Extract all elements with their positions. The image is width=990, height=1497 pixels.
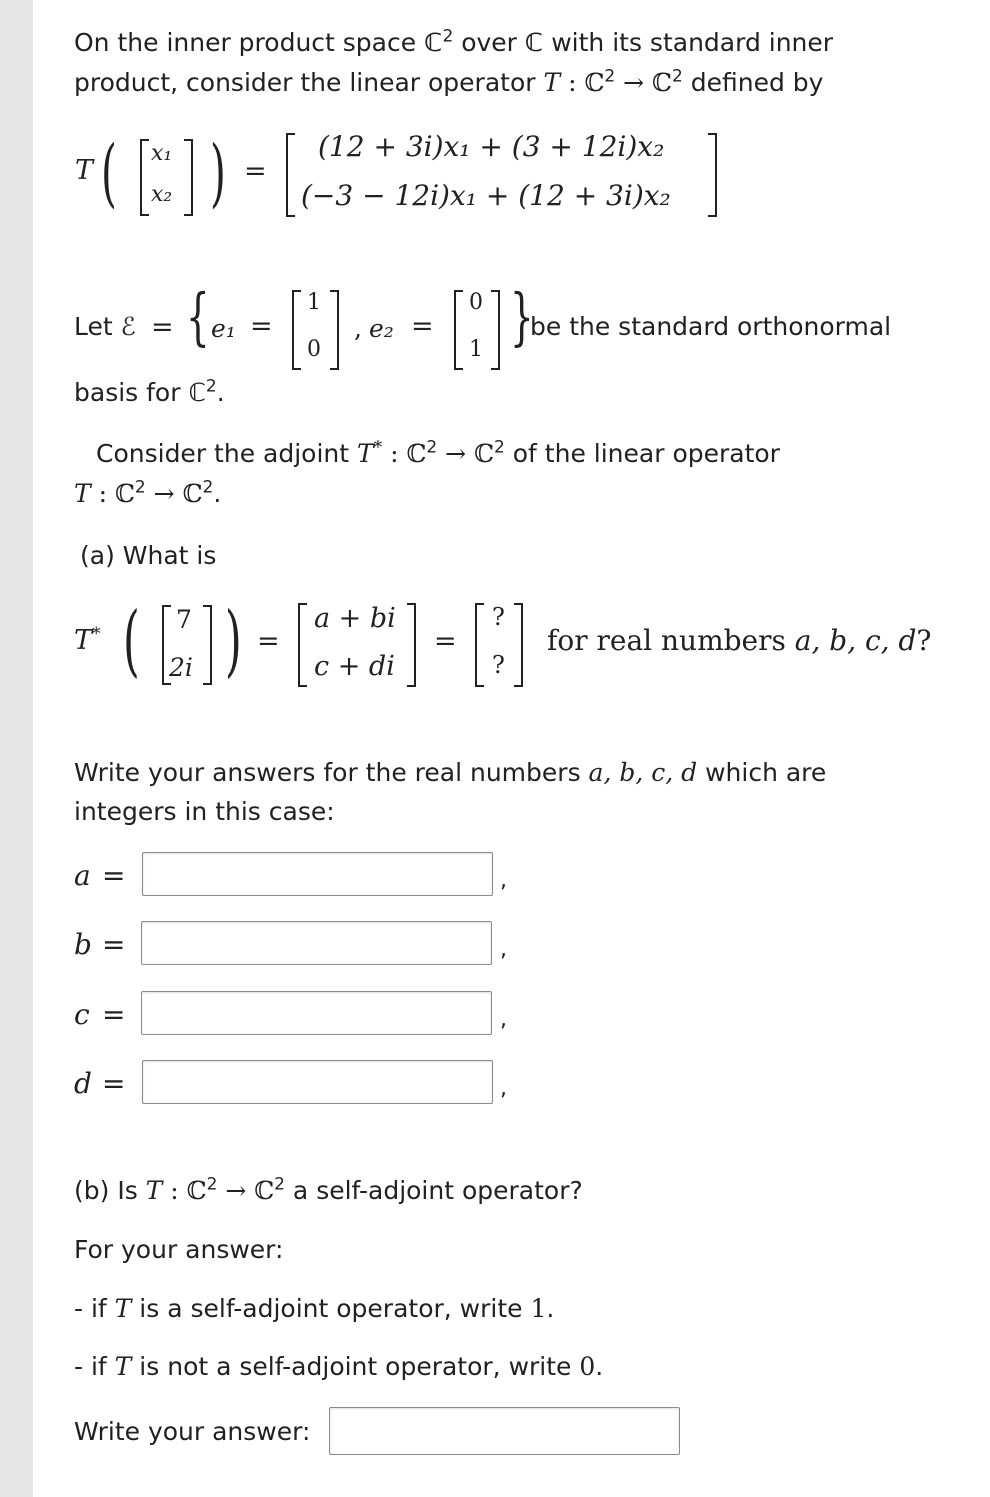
intro-line-2 bbox=[74, 66, 824, 97]
instructions-line-1 bbox=[74, 760, 826, 785]
basis-line-2 bbox=[74, 376, 225, 407]
label-b: b bbox=[74, 928, 92, 961]
equation-Tstar bbox=[74, 624, 101, 656]
map-notation: : ℂ bbox=[162, 1176, 207, 1205]
basis-comma: , bbox=[354, 314, 362, 343]
answer-a-input[interactable] bbox=[142, 852, 493, 896]
part-b-text: (b) Is bbox=[74, 1176, 146, 1205]
option-1 bbox=[74, 1296, 554, 1321]
exponent: 2 bbox=[134, 477, 146, 498]
q-vec-left-bracket bbox=[475, 603, 484, 687]
basis-e1: e₁ bbox=[211, 314, 236, 343]
in-vec-right-bracket bbox=[203, 605, 212, 685]
def-row-2: (−3 − 12i)x₁ + (12 + 3i)x₂ bbox=[301, 179, 671, 212]
option-value: 1 bbox=[530, 1294, 547, 1323]
out-vec-top: a + bi bbox=[314, 603, 396, 634]
basis-line-2-text: basis for ℂ bbox=[74, 378, 206, 407]
intro-text: with its standard inner bbox=[543, 28, 834, 57]
map-notation: : ℂ bbox=[560, 68, 605, 97]
exponent: 2 bbox=[493, 437, 505, 458]
def-x1: x₁ bbox=[151, 141, 173, 166]
e1-top: 1 bbox=[307, 290, 321, 315]
set-C: ℂ bbox=[424, 28, 443, 57]
e2-bottom: 1 bbox=[469, 337, 483, 362]
period: . bbox=[213, 479, 222, 508]
option-value: 0 bbox=[579, 1352, 596, 1381]
period: . bbox=[595, 1352, 604, 1381]
map-notation: → ℂ bbox=[615, 68, 672, 97]
basis-E: ℰ bbox=[120, 312, 136, 341]
e2-left-bracket bbox=[454, 290, 463, 370]
exponent: 2 bbox=[205, 376, 217, 397]
out-vec-left-bracket bbox=[298, 603, 307, 687]
exponent: 2 bbox=[604, 66, 616, 87]
exponent: 2 bbox=[426, 437, 438, 458]
in-vec-top: 7 bbox=[176, 605, 192, 634]
instructions-text: which are bbox=[697, 758, 827, 787]
adjoint-text: Consider the adjoint bbox=[96, 439, 357, 468]
option-text: is not a self-adjoint operator, write bbox=[131, 1352, 580, 1381]
def-vec-right-bracket bbox=[184, 139, 193, 216]
intro-line-1 bbox=[74, 26, 834, 57]
def-close-paren: ) bbox=[210, 130, 226, 216]
exponent: 2 bbox=[274, 1174, 285, 1195]
def-open-paren: ( bbox=[101, 130, 117, 216]
equals-b: = bbox=[102, 928, 126, 961]
option-2 bbox=[74, 1354, 603, 1379]
eq-close-paren: ) bbox=[225, 596, 242, 686]
adjoint-text: of the linear operator bbox=[504, 439, 780, 468]
out-vec-right-bracket bbox=[407, 603, 416, 687]
operator-T: T bbox=[543, 68, 561, 97]
equals-a: = bbox=[102, 859, 126, 892]
q-vec-right-bracket bbox=[514, 603, 523, 687]
variables-abcd: a, b, c, d bbox=[588, 758, 698, 787]
separator-comma: , bbox=[500, 1076, 507, 1101]
def-equals: = bbox=[244, 156, 267, 187]
def-rhs-left-bracket bbox=[286, 133, 295, 217]
operator-T: T bbox=[74, 479, 91, 508]
for-your-answer: For your answer: bbox=[74, 1235, 284, 1264]
self-adjoint-answer-input[interactable] bbox=[329, 1407, 680, 1455]
operator-T: T bbox=[114, 1352, 132, 1381]
basis-e1-equals: = bbox=[250, 311, 273, 342]
separator-comma: , bbox=[500, 868, 507, 893]
e1-right-bracket bbox=[330, 290, 339, 370]
map-notation: → ℂ bbox=[437, 439, 494, 468]
q-vec-bottom: ? bbox=[492, 651, 505, 679]
map-notation: → ℂ bbox=[145, 479, 203, 508]
label-d: d bbox=[74, 1067, 92, 1100]
out-vec-bottom: c + di bbox=[314, 651, 395, 682]
operator-T: T bbox=[74, 625, 93, 656]
basis-let-text: Let bbox=[74, 312, 121, 341]
adjoint-star: * bbox=[92, 624, 101, 644]
part-a-heading: (a) What is bbox=[80, 541, 217, 570]
map-notation: : ℂ bbox=[382, 439, 427, 468]
q-vec-top: ? bbox=[492, 603, 505, 631]
def-row-1: (12 + 3i)x₁ + (3 + 12i)x₂ bbox=[318, 130, 665, 163]
equals-c: = bbox=[102, 998, 126, 1031]
e1-left-bracket bbox=[292, 290, 301, 370]
answer-c-input[interactable] bbox=[141, 991, 492, 1035]
e2-right-bracket bbox=[491, 290, 500, 370]
part-b-question bbox=[74, 1174, 583, 1205]
exponent: 2 bbox=[671, 66, 683, 87]
eq-equals-1: = bbox=[257, 626, 280, 657]
basis-e2-equals: = bbox=[411, 311, 434, 342]
basis-close-brace: } bbox=[510, 280, 534, 353]
exponent: 2 bbox=[206, 1174, 218, 1195]
part-b-text: a self-adjoint operator? bbox=[284, 1176, 583, 1205]
option-text: is a self-adjoint operator, write bbox=[131, 1294, 531, 1323]
instructions-line-2: integers in this case: bbox=[74, 797, 335, 826]
def-vec-left-bracket bbox=[140, 139, 149, 216]
adjoint-line-1 bbox=[96, 437, 780, 468]
e1-bottom: 0 bbox=[307, 337, 321, 362]
equals-d: = bbox=[102, 1067, 126, 1100]
in-vec-bottom: 2i bbox=[169, 653, 193, 682]
question-mark: ? bbox=[916, 624, 932, 657]
left-margin-bar bbox=[0, 0, 33, 1497]
answer-d-input[interactable] bbox=[142, 1060, 493, 1104]
option-text: - if bbox=[74, 1294, 115, 1323]
answer-b-input[interactable] bbox=[141, 921, 492, 965]
option-text: - if bbox=[74, 1352, 115, 1381]
intro-text: product, consider the linear operator bbox=[74, 68, 544, 97]
label-a: a bbox=[74, 859, 91, 892]
def-rhs-right-bracket bbox=[708, 133, 717, 217]
separator-comma: , bbox=[500, 937, 507, 962]
map-notation: : ℂ bbox=[90, 479, 135, 508]
basis-open-brace: { bbox=[186, 280, 210, 353]
intro-text: On the inner product space bbox=[74, 28, 425, 57]
basis-equals: = bbox=[151, 312, 174, 343]
variables-abcd: a, b, c, d bbox=[794, 624, 917, 657]
period: . bbox=[546, 1294, 555, 1323]
operator-T: T bbox=[145, 1176, 163, 1205]
part-a-tail bbox=[547, 624, 932, 657]
separator-comma: , bbox=[500, 1007, 507, 1032]
basis-tail: be the standard orthonormal bbox=[530, 312, 892, 341]
map-notation: → ℂ bbox=[217, 1176, 275, 1205]
basis-e2: e₂ bbox=[369, 314, 394, 343]
part-a-tail-text: for real numbers bbox=[547, 624, 795, 657]
basis-let bbox=[74, 314, 136, 339]
operator-T: T bbox=[357, 439, 374, 468]
operator-T: T bbox=[114, 1294, 132, 1323]
adjoint-line-2 bbox=[74, 477, 222, 508]
def-T: T bbox=[75, 155, 94, 186]
def-x2: x₂ bbox=[151, 182, 173, 207]
exponent: 2 bbox=[202, 477, 214, 498]
period: . bbox=[216, 378, 225, 407]
intro-text: over bbox=[453, 28, 525, 57]
write-answer-label: Write your answer: bbox=[74, 1417, 311, 1446]
field-C: ℂ bbox=[524, 28, 544, 57]
instructions-text: Write your answers for the real numbers bbox=[74, 758, 589, 787]
adjoint-star: * bbox=[373, 437, 383, 458]
label-c: c bbox=[74, 998, 90, 1031]
question-pane bbox=[33, 0, 990, 1497]
intro-text: defined by bbox=[682, 68, 824, 97]
exponent: 2 bbox=[442, 26, 454, 47]
e2-top: 0 bbox=[469, 290, 483, 315]
eq-equals-2: = bbox=[434, 626, 457, 657]
eq-open-paren: ( bbox=[123, 596, 140, 686]
